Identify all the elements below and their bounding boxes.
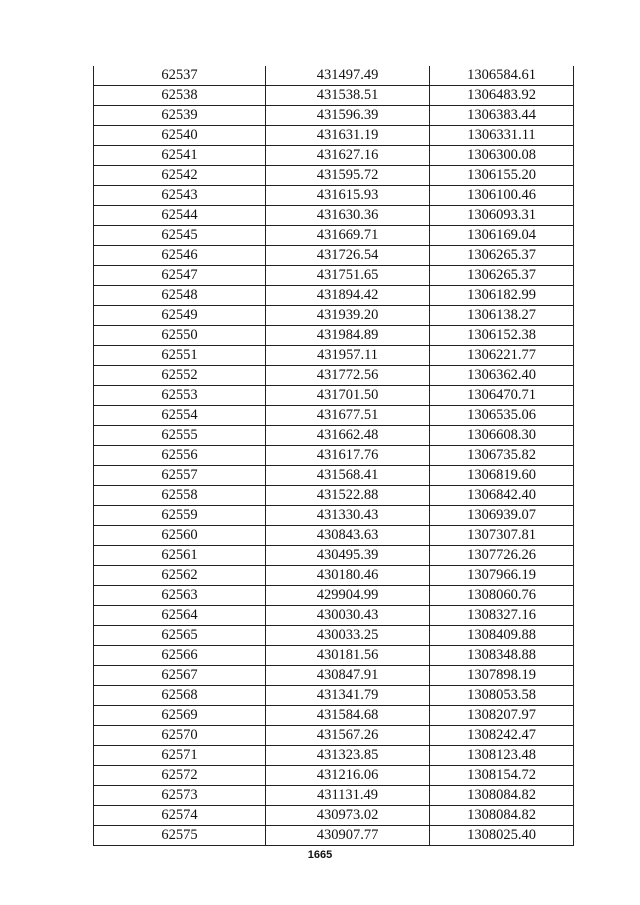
- y-coordinate-cell: 1308060.76: [430, 586, 574, 606]
- y-coordinate-cell: 1306470.71: [430, 386, 574, 406]
- x-coordinate-cell: 430181.56: [266, 646, 430, 666]
- point-id-cell: 62541: [94, 146, 266, 166]
- table-row: [94, 366, 574, 386]
- table-row: [94, 286, 574, 306]
- x-coordinate-cell: 431584.68: [266, 706, 430, 726]
- y-coordinate-cell: 1306383.44: [430, 106, 574, 126]
- x-coordinate-cell: 431701.50: [266, 386, 430, 406]
- y-coordinate-cell: 1308207.97: [430, 706, 574, 726]
- y-coordinate-cell: 1306155.20: [430, 166, 574, 186]
- y-coordinate-cell: 1308327.16: [430, 606, 574, 626]
- y-coordinate-cell: 1307966.19: [430, 566, 574, 586]
- x-coordinate-cell: 431669.71: [266, 226, 430, 246]
- table-row: [94, 466, 574, 486]
- point-id-cell: 62547: [94, 266, 266, 286]
- table-row: [94, 606, 574, 626]
- y-coordinate-cell: 1308154.72: [430, 766, 574, 786]
- y-coordinate-cell: 1307307.81: [430, 526, 574, 546]
- y-coordinate-cell: 1308084.82: [430, 786, 574, 806]
- table-row: [94, 206, 574, 226]
- coordinates-table-body: [94, 66, 574, 846]
- y-coordinate-cell: 1306819.60: [430, 466, 574, 486]
- x-coordinate-cell: 431630.36: [266, 206, 430, 226]
- point-id-cell: 62560: [94, 526, 266, 546]
- y-coordinate-cell: 1306138.27: [430, 306, 574, 326]
- point-id-cell: 62540: [94, 126, 266, 146]
- x-coordinate-cell: 431323.85: [266, 746, 430, 766]
- x-coordinate-cell: 431677.51: [266, 406, 430, 426]
- x-coordinate-cell: 431957.11: [266, 346, 430, 366]
- page-number: 1665: [307, 849, 333, 861]
- table-row: [94, 386, 574, 406]
- point-id-cell: 62575: [94, 826, 266, 846]
- point-id-cell: 62545: [94, 226, 266, 246]
- y-coordinate-cell: 1306093.31: [430, 206, 574, 226]
- table-row: [94, 506, 574, 526]
- point-id-cell: 62564: [94, 606, 266, 626]
- y-coordinate-cell: 1306483.92: [430, 86, 574, 106]
- y-coordinate-cell: 1308123.48: [430, 746, 574, 766]
- point-id-cell: 62557: [94, 466, 266, 486]
- point-id-cell: 62538: [94, 86, 266, 106]
- table-row: [94, 566, 574, 586]
- y-coordinate-cell: 1308242.47: [430, 726, 574, 746]
- y-coordinate-cell: 1306584.61: [430, 66, 574, 86]
- y-coordinate-cell: 1306265.37: [430, 266, 574, 286]
- point-id-cell: 62563: [94, 586, 266, 606]
- point-id-cell: 62558: [94, 486, 266, 506]
- table-row: [94, 246, 574, 266]
- table-row: [94, 706, 574, 726]
- point-id-cell: 62562: [94, 566, 266, 586]
- point-id-cell: 62571: [94, 746, 266, 766]
- y-coordinate-cell: 1306265.37: [430, 246, 574, 266]
- y-coordinate-cell: 1308409.88: [430, 626, 574, 646]
- table-row: [94, 546, 574, 566]
- table-row: [94, 526, 574, 546]
- x-coordinate-cell: 431615.93: [266, 186, 430, 206]
- point-id-cell: 62572: [94, 766, 266, 786]
- x-coordinate-cell: 431568.41: [266, 466, 430, 486]
- y-coordinate-cell: 1306100.46: [430, 186, 574, 206]
- point-id-cell: 62551: [94, 346, 266, 366]
- x-coordinate-cell: 431939.20: [266, 306, 430, 326]
- x-coordinate-cell: 430843.63: [266, 526, 430, 546]
- y-coordinate-cell: 1306939.07: [430, 506, 574, 526]
- table-row: [94, 126, 574, 146]
- point-id-cell: 62566: [94, 646, 266, 666]
- table-row: [94, 226, 574, 246]
- point-id-cell: 62549: [94, 306, 266, 326]
- point-id-cell: 62543: [94, 186, 266, 206]
- x-coordinate-cell: 430495.39: [266, 546, 430, 566]
- table-row: [94, 186, 574, 206]
- x-coordinate-cell: 431772.56: [266, 366, 430, 386]
- point-id-cell: 62555: [94, 426, 266, 446]
- table-row: [94, 766, 574, 786]
- point-id-cell: 62537: [94, 66, 266, 86]
- table-row: [94, 626, 574, 646]
- table-row: [94, 166, 574, 186]
- x-coordinate-cell: 431330.43: [266, 506, 430, 526]
- x-coordinate-cell: 431627.16: [266, 146, 430, 166]
- x-coordinate-cell: 431497.49: [266, 66, 430, 86]
- x-coordinate-cell: 430030.43: [266, 606, 430, 626]
- point-id-cell: 62561: [94, 546, 266, 566]
- table-row: [94, 86, 574, 106]
- point-id-cell: 62573: [94, 786, 266, 806]
- x-coordinate-cell: 431617.76: [266, 446, 430, 466]
- point-id-cell: 62553: [94, 386, 266, 406]
- table-row: [94, 426, 574, 446]
- x-coordinate-cell: 431522.88: [266, 486, 430, 506]
- x-coordinate-cell: 430847.91: [266, 666, 430, 686]
- table-row: [94, 686, 574, 706]
- y-coordinate-cell: 1307898.19: [430, 666, 574, 686]
- x-coordinate-cell: 431538.51: [266, 86, 430, 106]
- y-coordinate-cell: 1306221.77: [430, 346, 574, 366]
- x-coordinate-cell: 430973.02: [266, 806, 430, 826]
- point-id-cell: 62568: [94, 686, 266, 706]
- x-coordinate-cell: 430033.25: [266, 626, 430, 646]
- x-coordinate-cell: 431751.65: [266, 266, 430, 286]
- y-coordinate-cell: 1308053.58: [430, 686, 574, 706]
- table-row: [94, 746, 574, 766]
- coordinates-table: [93, 66, 574, 846]
- x-coordinate-cell: 430907.77: [266, 826, 430, 846]
- x-coordinate-cell: 431984.89: [266, 326, 430, 346]
- x-coordinate-cell: 430180.46: [266, 566, 430, 586]
- table-row: [94, 826, 574, 846]
- y-coordinate-cell: 1306152.38: [430, 326, 574, 346]
- x-coordinate-cell: 429904.99: [266, 586, 430, 606]
- point-id-cell: 62542: [94, 166, 266, 186]
- table-row: [94, 806, 574, 826]
- x-coordinate-cell: 431631.19: [266, 126, 430, 146]
- point-id-cell: 62548: [94, 286, 266, 306]
- table-row: [94, 786, 574, 806]
- table-row: [94, 726, 574, 746]
- point-id-cell: 62570: [94, 726, 266, 746]
- point-id-cell: 62559: [94, 506, 266, 526]
- y-coordinate-cell: 1306331.11: [430, 126, 574, 146]
- point-id-cell: 62565: [94, 626, 266, 646]
- table-row: [94, 406, 574, 426]
- x-coordinate-cell: 431894.42: [266, 286, 430, 306]
- point-id-cell: 62574: [94, 806, 266, 826]
- y-coordinate-cell: 1306535.06: [430, 406, 574, 426]
- x-coordinate-cell: 431216.06: [266, 766, 430, 786]
- table-row: [94, 146, 574, 166]
- table-row: [94, 346, 574, 366]
- x-coordinate-cell: 431662.48: [266, 426, 430, 446]
- y-coordinate-cell: 1306842.40: [430, 486, 574, 506]
- point-id-cell: 62567: [94, 666, 266, 686]
- y-coordinate-cell: 1306169.04: [430, 226, 574, 246]
- table-row: [94, 266, 574, 286]
- table-row: [94, 446, 574, 466]
- table-row: [94, 486, 574, 506]
- point-id-cell: 62539: [94, 106, 266, 126]
- table-row: [94, 666, 574, 686]
- table-row: [94, 586, 574, 606]
- point-id-cell: 62552: [94, 366, 266, 386]
- point-id-cell: 62554: [94, 406, 266, 426]
- point-id-cell: 62569: [94, 706, 266, 726]
- x-coordinate-cell: 431341.79: [266, 686, 430, 706]
- point-id-cell: 62546: [94, 246, 266, 266]
- y-coordinate-cell: 1306735.82: [430, 446, 574, 466]
- point-id-cell: 62544: [94, 206, 266, 226]
- table-row: [94, 646, 574, 666]
- y-coordinate-cell: 1306608.30: [430, 426, 574, 446]
- table-row: [94, 306, 574, 326]
- point-id-cell: 62550: [94, 326, 266, 346]
- y-coordinate-cell: 1308025.40: [430, 826, 574, 846]
- y-coordinate-cell: 1307726.26: [430, 546, 574, 566]
- x-coordinate-cell: 431567.26: [266, 726, 430, 746]
- y-coordinate-cell: 1306300.08: [430, 146, 574, 166]
- x-coordinate-cell: 431726.54: [266, 246, 430, 266]
- table-row: [94, 326, 574, 346]
- x-coordinate-cell: 431131.49: [266, 786, 430, 806]
- point-id-cell: 62556: [94, 446, 266, 466]
- x-coordinate-cell: 431595.72: [266, 166, 430, 186]
- y-coordinate-cell: 1308348.88: [430, 646, 574, 666]
- y-coordinate-cell: 1308084.82: [430, 806, 574, 826]
- table-row: [94, 106, 574, 126]
- y-coordinate-cell: 1306182.99: [430, 286, 574, 306]
- x-coordinate-cell: 431596.39: [266, 106, 430, 126]
- table-row: [94, 66, 574, 86]
- y-coordinate-cell: 1306362.40: [430, 366, 574, 386]
